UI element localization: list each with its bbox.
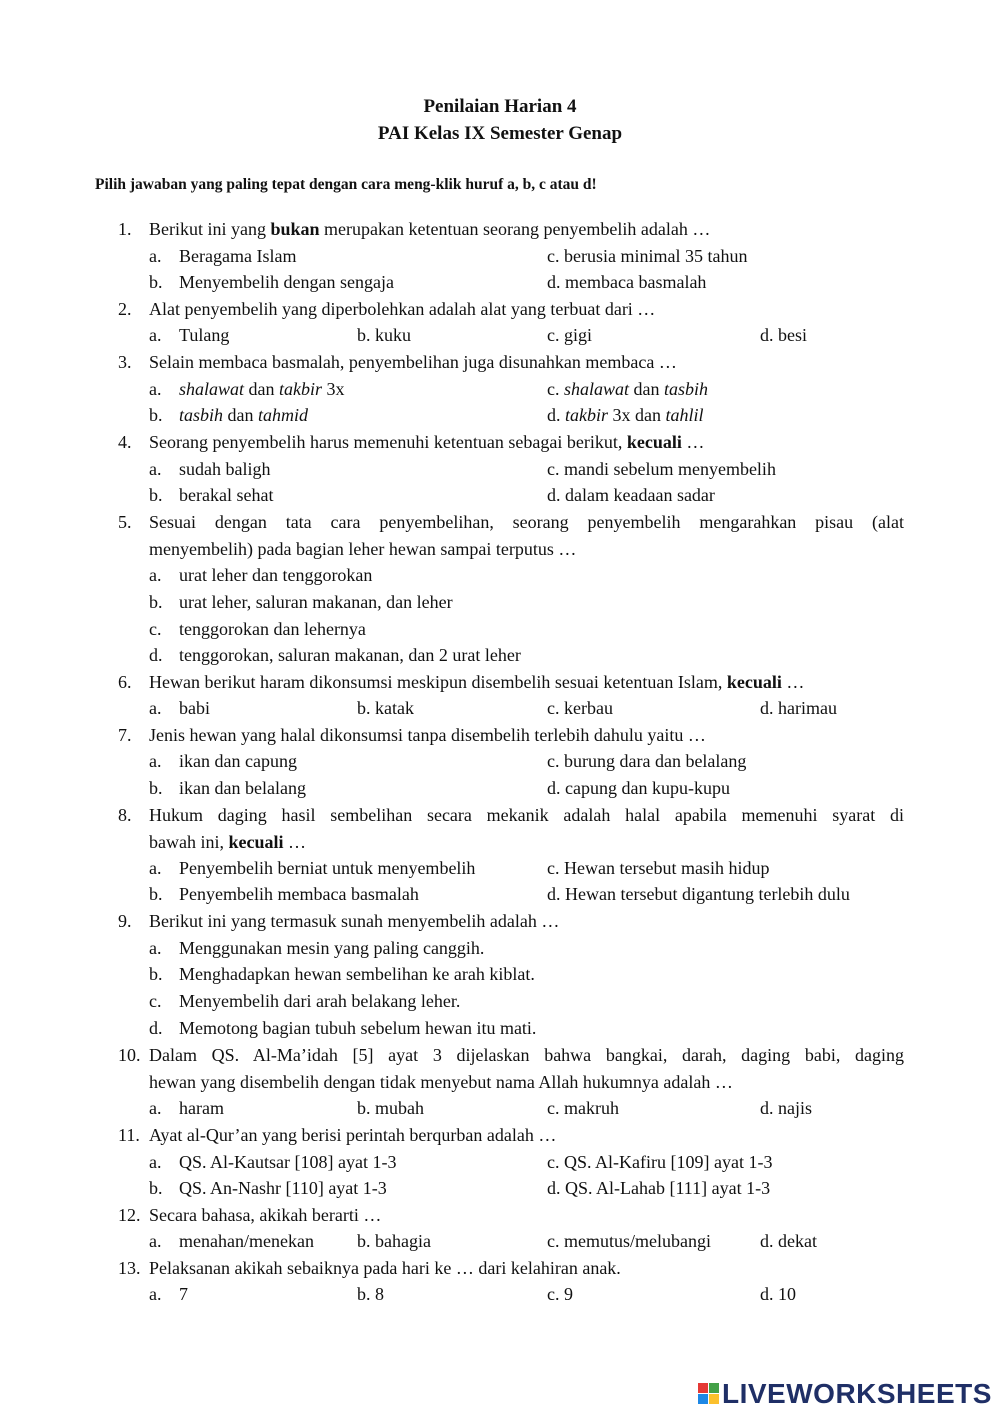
option-a[interactable]: [149, 324, 229, 346]
option-a[interactable]: [149, 857, 475, 879]
option-letter[interactable]: b.: [149, 592, 163, 612]
option-d[interactable]: d. dalam keadaan sadar: [547, 485, 715, 505]
option-letter[interactable]: a.: [149, 698, 162, 718]
option-text: menahan/menekan: [179, 1231, 314, 1251]
question-number: 13.: [118, 1258, 141, 1278]
option-text: shalawat: [564, 379, 630, 399]
option-c[interactable]: c. burung dara dan belalang: [547, 751, 747, 771]
question-1: [118, 218, 711, 240]
question-8-continued: [149, 831, 306, 853]
option-b[interactable]: b. mubah: [357, 1098, 424, 1118]
question-12: [118, 1204, 382, 1226]
option-letter[interactable]: b.: [149, 964, 163, 984]
question-number: 4.: [118, 432, 132, 452]
option-b[interactable]: [149, 883, 419, 905]
question-text: Hukum daging hasil sembelihan secara mekanik adalah halal apabila memenuhi syarat di: [149, 805, 904, 825]
option-letter[interactable]: c.: [547, 379, 564, 399]
option-d[interactable]: d. besi: [760, 325, 807, 345]
option-text: tahmid: [258, 405, 309, 425]
option-c[interactable]: [149, 618, 366, 640]
option-letter[interactable]: d.: [149, 1018, 163, 1038]
option-c[interactable]: c. Hewan tersebut masih hidup: [547, 858, 770, 878]
option-text: tahlil: [665, 405, 704, 425]
option-c[interactable]: c. QS. Al-Kafiru [109] ayat 1-3: [547, 1152, 773, 1172]
question-5: [118, 511, 904, 533]
option-text: urat leher dan tenggorokan: [179, 565, 373, 585]
question-text: …: [681, 432, 705, 452]
question-6: [118, 671, 805, 693]
option-text: tasbih: [664, 379, 709, 399]
question-number: 2.: [118, 299, 132, 319]
option-b[interactable]: [149, 777, 306, 799]
question-emphasis: bukan: [270, 219, 320, 239]
question-text: Sesuai dengan tata cara penyembelihan, seorang penyembelih mengarahkan pisau (alat: [149, 512, 904, 532]
question-number: 10.: [118, 1045, 141, 1065]
question-text: Selain membaca basmalah, penyembelihan juga disunahkan membaca …: [149, 352, 677, 372]
question-emphasis: kecuali: [626, 432, 682, 452]
page-subtitle: PAI Kelas IX Semester Genap: [377, 123, 623, 144]
option-c[interactable]: [149, 990, 460, 1012]
option-letter[interactable]: c.: [149, 619, 162, 639]
option-letter[interactable]: a.: [149, 379, 162, 399]
option-b[interactable]: [149, 963, 535, 985]
option-letter[interactable]: a.: [149, 1152, 162, 1172]
question-7: [118, 724, 706, 746]
option-b[interactable]: [149, 404, 308, 426]
option-text: shalawat: [179, 379, 245, 399]
option-c[interactable]: c. gigi: [547, 325, 592, 345]
option-a[interactable]: [149, 378, 345, 400]
option-text: QS. Al-Kautsar [108] ayat 1-3: [179, 1152, 397, 1172]
option-d[interactable]: [547, 404, 704, 426]
option-text: haram: [179, 1098, 224, 1118]
option-a[interactable]: [149, 458, 271, 480]
option-text: tenggorokan dan lehernya: [179, 619, 366, 639]
option-a[interactable]: [149, 697, 210, 719]
option-letter[interactable]: a.: [149, 858, 162, 878]
option-b[interactable]: [149, 591, 453, 613]
option-c[interactable]: c. berusia minimal 35 tahun: [547, 246, 748, 266]
option-d[interactable]: d. 10: [760, 1284, 796, 1304]
option-a[interactable]: [149, 1283, 188, 1305]
question-number: 3.: [118, 352, 132, 372]
option-text: 3x dan: [608, 405, 666, 425]
option-d[interactable]: [149, 1017, 536, 1039]
option-letter[interactable]: b.: [149, 405, 163, 425]
option-c[interactable]: c. makruh: [547, 1098, 619, 1118]
option-text: 3x: [322, 379, 345, 399]
option-a[interactable]: [149, 245, 296, 267]
option-b[interactable]: [149, 1177, 387, 1199]
option-text: sudah baligh: [179, 459, 271, 479]
logo-square: [698, 1383, 708, 1393]
option-b[interactable]: [149, 484, 273, 506]
question-3: [118, 351, 677, 373]
option-c[interactable]: c. kerbau: [547, 698, 613, 718]
question-number: 5.: [118, 512, 132, 532]
question-text: …: [283, 832, 306, 852]
option-b[interactable]: b. bahagia: [357, 1231, 431, 1251]
option-text: Menyembelih dengan sengaja: [179, 272, 394, 292]
question-8: [118, 804, 904, 826]
liveworksheets-logo: [698, 1378, 992, 1410]
question-5-continued: menyembelih) pada bagian leher hewan sampai terputus …: [149, 539, 577, 559]
option-text: QS. An-Nashr [110] ayat 1-3: [179, 1178, 387, 1198]
option-letter[interactable]: a.: [149, 1231, 162, 1251]
logo-text: LIVEWORKSHEETS: [722, 1378, 992, 1409]
option-letter[interactable]: a.: [149, 938, 162, 958]
question-number: 8.: [118, 805, 132, 825]
question-text: Jenis hewan yang halal dikonsumsi tanpa disembelih terlebih dahulu yaitu …: [149, 725, 706, 745]
question-number: 6.: [118, 672, 132, 692]
option-text: tenggorokan, saluran makanan, dan 2 urat leher: [179, 645, 521, 665]
option-text: Beragama Islam: [179, 246, 297, 266]
option-c[interactable]: c. mandi sebelum menyembelih: [547, 459, 776, 479]
option-letter[interactable]: b.: [149, 1178, 163, 1198]
option-c[interactable]: c. 9: [547, 1284, 573, 1304]
option-text: Penyembelih membaca basmalah: [179, 884, 419, 904]
option-text: ikan dan capung: [179, 751, 297, 771]
option-b[interactable]: b. katak: [357, 698, 414, 718]
option-text: Menghadapkan hewan sembelihan ke arah kiblat.: [179, 964, 535, 984]
question-text: Pelaksanan akikah sebaiknya pada hari ke … dari kelahiran anak.: [149, 1258, 621, 1278]
option-letter[interactable]: b.: [149, 485, 163, 505]
option-text: dan: [244, 379, 280, 399]
logo-square: [709, 1394, 719, 1404]
option-letter[interactable]: a.: [149, 246, 162, 266]
question-11: [118, 1124, 557, 1146]
question-10-continued: hewan yang disembelih dengan tidak menyebut nama Allah hukumnya adalah …: [149, 1072, 733, 1092]
question-4: [118, 431, 705, 453]
option-d[interactable]: d. capung dan kupu-kupu: [547, 778, 730, 798]
option-letter[interactable]: b.: [149, 778, 163, 798]
question-13: [118, 1257, 621, 1279]
question-number: 9.: [118, 911, 132, 931]
question-emphasis: kecuali: [228, 832, 284, 852]
option-a[interactable]: [149, 750, 297, 772]
option-text: Tulang: [179, 325, 230, 345]
question-number: 11.: [118, 1125, 140, 1145]
option-letter[interactable]: a.: [149, 565, 162, 585]
option-letter[interactable]: a.: [149, 1098, 162, 1118]
option-c[interactable]: [547, 378, 708, 400]
question-text: bawah ini,: [149, 832, 229, 852]
question-text: merupakan ketentuan seorang penyembelih adalah …: [319, 219, 711, 239]
option-text: takbir: [279, 379, 323, 399]
option-d[interactable]: d. harimau: [760, 698, 837, 718]
option-letter[interactable]: a.: [149, 751, 162, 771]
question-text: Ayat al-Qur’an yang berisi perintah berqurban adalah …: [149, 1125, 557, 1145]
option-letter[interactable]: d.: [547, 405, 565, 425]
question-10: [118, 1044, 904, 1066]
option-text: Menggunakan mesin yang paling canggih.: [179, 938, 485, 958]
option-a[interactable]: [149, 1151, 396, 1173]
page-title: Penilaian Harian 4: [423, 96, 577, 117]
option-d[interactable]: d. najis: [760, 1098, 812, 1118]
option-b[interactable]: b. kuku: [357, 325, 411, 345]
option-text: tasbih: [179, 405, 224, 425]
question-number: 12.: [118, 1205, 141, 1225]
question-text: Berikut ini yang: [149, 219, 271, 239]
option-d[interactable]: d. QS. Al-Lahab [111] ayat 1-3: [547, 1178, 771, 1198]
option-a[interactable]: [149, 1097, 224, 1119]
option-b[interactable]: b. 8: [357, 1284, 384, 1304]
option-b[interactable]: [149, 271, 394, 293]
option-text: ikan dan belalang: [179, 778, 306, 798]
instruction-text: Pilih jawaban yang paling tepat dengan cara meng-klik huruf a, b, c atau d!: [95, 176, 597, 193]
option-d[interactable]: [149, 644, 521, 666]
option-text: Memotong bagian tubuh sebelum hewan itu mati.: [179, 1018, 537, 1038]
question-text: Dalam QS. Al-Ma’idah [5] ayat 3 dijelaskan bahwa bangkai, darah, daging babi, daging: [149, 1045, 904, 1065]
option-letter[interactable]: d.: [149, 645, 163, 665]
question-number: 1.: [118, 219, 132, 239]
option-letter[interactable]: a.: [149, 459, 162, 479]
question-number: 7.: [118, 725, 132, 745]
question-text: …: [781, 672, 805, 692]
option-c[interactable]: c. memutus/melubangi: [547, 1231, 711, 1251]
option-text: Menyembelih dari arah belakang leher.: [179, 991, 461, 1011]
option-a[interactable]: [149, 1230, 314, 1252]
question-text: Alat penyembelih yang diperbolehkan adalah alat yang terbuat dari …: [149, 299, 656, 319]
question-text: Seorang penyembelih harus memenuhi ketentuan sebagai berikut,: [149, 432, 627, 452]
logo-square: [709, 1383, 719, 1393]
option-d[interactable]: d. membaca basmalah: [547, 272, 707, 292]
question-2: [118, 298, 656, 320]
option-text: dan: [629, 379, 665, 399]
option-d[interactable]: d. dekat: [760, 1231, 817, 1251]
question-text: Secara bahasa, akikah berarti …: [149, 1205, 382, 1225]
logo-square: [698, 1394, 708, 1404]
logo-icon: [698, 1383, 720, 1405]
option-a[interactable]: [149, 937, 484, 959]
option-text: takbir: [565, 405, 608, 425]
option-text: urat leher, saluran makanan, dan leher: [179, 592, 453, 612]
option-text: berakal sehat: [179, 485, 274, 505]
option-text: dan: [223, 405, 259, 425]
option-text: 7: [179, 1284, 188, 1304]
option-letter[interactable]: c.: [149, 991, 162, 1011]
option-letter[interactable]: a.: [149, 1284, 162, 1304]
question-text: Berikut ini yang termasuk sunah menyembelih adalah …: [149, 911, 560, 931]
question-text: Hewan berikut haram dikonsumsi meskipun disembelih sesuai ketentuan Islam,: [149, 672, 727, 692]
option-text: babi: [179, 698, 210, 718]
option-a[interactable]: [149, 564, 372, 586]
option-text: Penyembelih berniat untuk menyembelih: [179, 858, 476, 878]
option-letter[interactable]: b.: [149, 884, 163, 904]
question-emphasis: kecuali: [726, 672, 782, 692]
question-9: [118, 910, 560, 932]
option-letter[interactable]: b.: [149, 272, 163, 292]
option-d[interactable]: d. Hewan tersebut digantung terlebih dulu: [547, 884, 850, 904]
option-letter[interactable]: a.: [149, 325, 162, 345]
